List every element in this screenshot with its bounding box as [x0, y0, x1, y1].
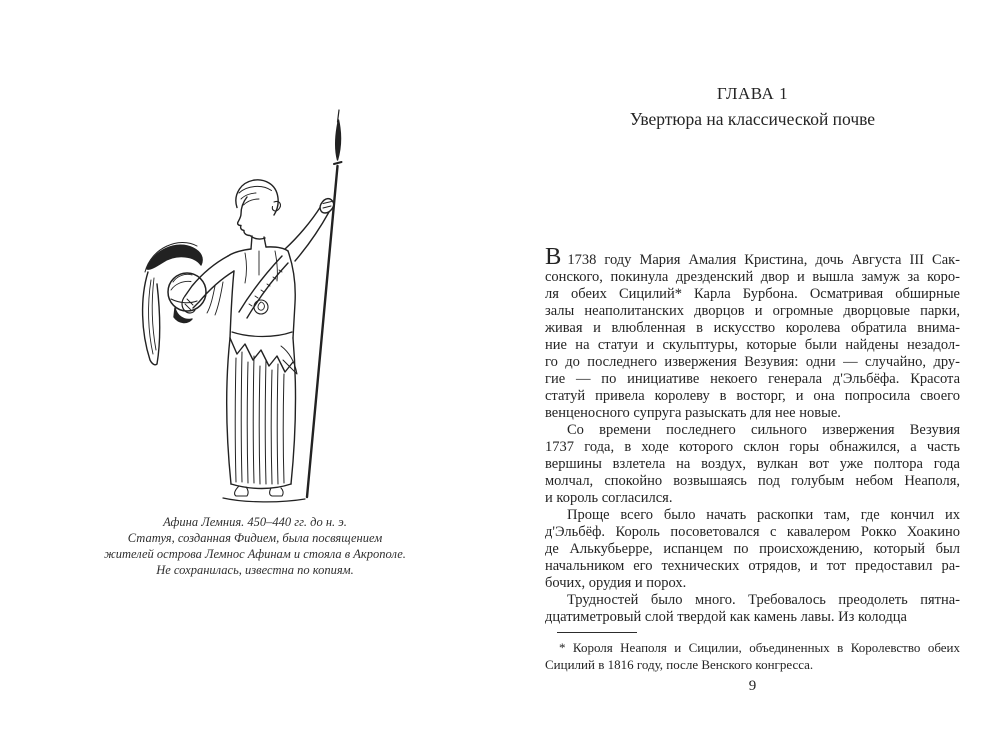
- body-paragraph: [545, 507, 960, 592]
- body-line: залы неаполитанских дворцов и огромные дворцовые парки,: [545, 303, 960, 319]
- caption-line: Статуя, созданная Фидием, была посвящением: [127, 531, 383, 545]
- body-paragraph: [545, 243, 960, 422]
- body-line: ля обеих Сицилий* Карла Бурбона. Осматривая обширные: [545, 286, 960, 302]
- footnote-line: Сицилий в 1816 году, после Венского конгресса.: [545, 656, 814, 672]
- body-line: живая и влюбленная в искусство королева обратила внима-: [545, 320, 960, 336]
- left-page: [0, 0, 500, 751]
- caption-line: жителей острова Лемнос Афинам и стояла в Акрополе.: [104, 547, 406, 561]
- body-line: 1737 года, в ходе которого склон горы обнажился, а часть: [545, 439, 960, 455]
- footnote-text: [545, 640, 960, 673]
- body-line: д'Эльбёф. Король посоветовался с кавалером Рокко Хоакино: [545, 524, 960, 540]
- body-line: де Алькубьерре, испанцем по происхождению, который был: [545, 541, 960, 557]
- chapter-number: ГЛАВА 1: [716, 84, 789, 103]
- footnote: [545, 626, 960, 673]
- body-line: Проще всего было начать раскопки там, где кончил их: [567, 507, 960, 523]
- body-paragraph: [545, 422, 960, 507]
- chapter-title: Увертюра на классической почве: [629, 109, 876, 129]
- page-number: 9: [748, 678, 757, 694]
- body-line: молчал, спокойно возвышаясь под голубым небом Неаполя,: [545, 473, 960, 489]
- body-line: ние на статуи и скульптуры, которые были найдены незадол-: [545, 337, 960, 353]
- body-line: го до последнего извержения Везувия: одни — случайно, дру-: [545, 354, 960, 370]
- body-line: гие — по инициативе некоего генерала д'Эльбёфа. Красота: [545, 371, 960, 387]
- body-paragraph: [545, 592, 960, 626]
- caption-line: Афина Лемния. 450–440 гг. до н. э.: [163, 515, 347, 529]
- footnote-line: * Короля Неаполя и Сицилии, объединенных в Королевство обеих: [559, 640, 960, 655]
- body-line: дцатиметровый слой твердой как камень лавы. Из колодца: [545, 609, 907, 625]
- caption-line: Не сохранилась, известна по копиям.: [156, 563, 354, 577]
- chapter-heading: [545, 84, 960, 130]
- body-line: Со времени последнего сильного извержения Везувия: [567, 422, 960, 438]
- footnote-divider: [557, 632, 637, 633]
- body-line: статуй привела королеву в восторг, и она попросила своего: [545, 388, 960, 404]
- lead-initial: В: [545, 243, 563, 270]
- body-line: венценосного супруга разыскать для нее новые.: [545, 405, 841, 421]
- body-line: бочих, орудия и порох.: [545, 575, 687, 591]
- body-line: В 1738 году Мария Амалия Кристина, дочь Августа III Сак-: [545, 243, 960, 270]
- right-page: [545, 0, 960, 751]
- body-line: и король согласился.: [545, 490, 673, 506]
- body-line: Трудностей было много. Требовалось преодолеть пятна-: [567, 592, 960, 608]
- body-line: сонского, покинула дрезденский двор и вышла замуж за коро-: [545, 269, 960, 285]
- illustration-caption: [55, 514, 455, 578]
- body-line: начальником его технических отрядов, и тот предоставил ра-: [545, 558, 960, 574]
- athena-statue-illustration: [135, 100, 370, 510]
- body-text: [545, 243, 960, 626]
- body-line: вершины взлетела на воздух, вулкан вот уже полтора года: [545, 456, 960, 472]
